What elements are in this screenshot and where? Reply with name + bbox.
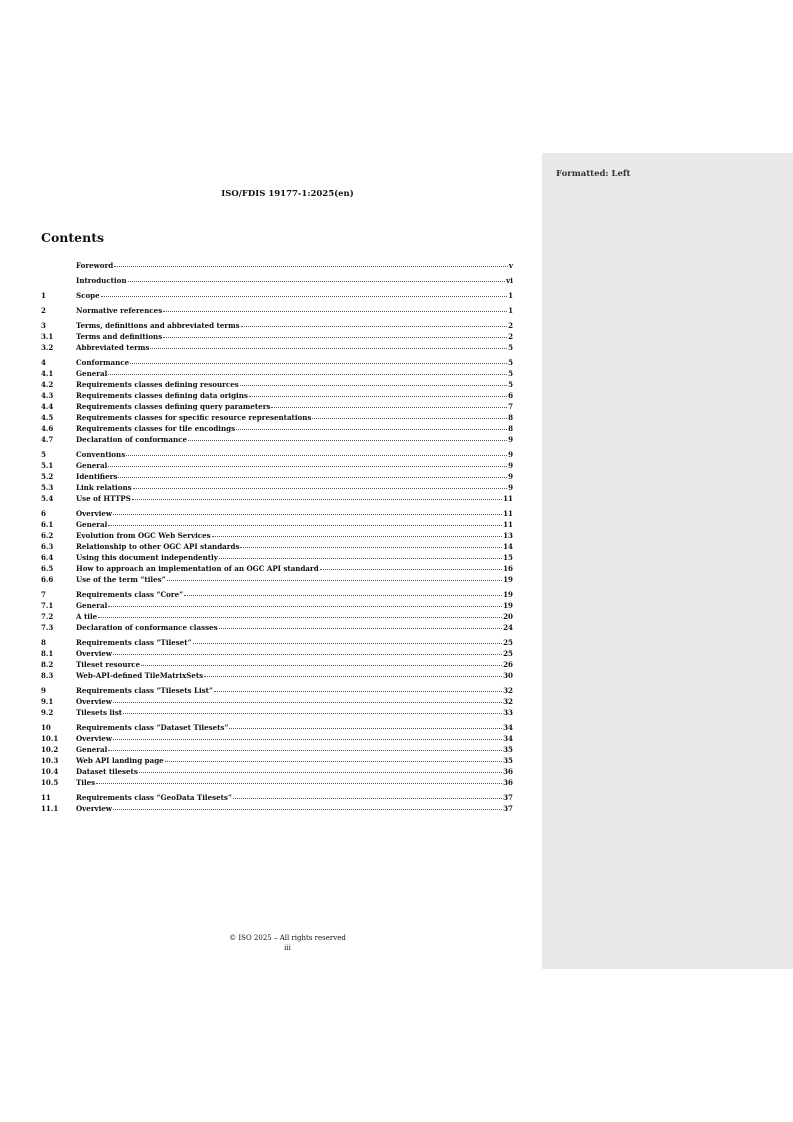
toc-leader-dots (96, 776, 502, 784)
toc-leader-dots (108, 518, 502, 526)
toc-entry-number: 10.5 (41, 778, 59, 787)
toc-entry-number: 5 (41, 450, 46, 459)
toc-entry-number: 8 (41, 638, 46, 647)
toc-entry-page: 9 (508, 483, 513, 492)
toc-entry-number: 3 (41, 321, 46, 330)
toc-leader-dots (204, 669, 502, 677)
toc-entry-number: 5.4 (41, 494, 54, 503)
toc-leader-dots (240, 540, 502, 548)
toc-group (41, 305, 513, 316)
toc-entry-number: 11.1 (41, 804, 59, 813)
toc-leader-dots (312, 411, 507, 419)
toc-entry-page: 2 (508, 332, 513, 341)
toc-leader-dots (113, 695, 502, 703)
toc-entry-title: Scope (76, 291, 100, 300)
toc-entry-title: Terms and definitions (76, 332, 163, 341)
toc-entry-title: Identifiers (76, 472, 118, 481)
toc-entry-title: Web API landing page (76, 756, 164, 765)
toc-entry-page: 24 (503, 623, 513, 632)
toc-entry-page: 35 (503, 745, 513, 754)
toc-entry-title: Relationship to other OGC API standards (76, 542, 240, 551)
toc-leader-dots (128, 274, 506, 282)
toc-entry-number: 4.3 (41, 391, 54, 400)
toc-entry-number: 8.2 (41, 660, 54, 669)
toc-entry-title: Normative references (76, 306, 163, 315)
toc-entry-number: 4.2 (41, 380, 54, 389)
toc-entry-page: 20 (503, 612, 513, 621)
toc-entry-page: 1 (508, 291, 513, 300)
toc-leader-dots (165, 754, 502, 762)
comment-pane (542, 153, 793, 969)
toc-entry-title: Tiles (76, 778, 96, 787)
toc-entry-title: Requirements class “Dataset Tilesets” (76, 723, 229, 732)
toc-leader-dots (212, 529, 502, 537)
toc-leader-dots (139, 765, 502, 773)
toc-leader-dots (233, 791, 502, 799)
toc-leader-dots (236, 422, 507, 430)
table-of-contents (41, 260, 513, 818)
toc-entry-title: Requirements class “Tileset” (76, 638, 192, 647)
toc-entry-title: Requirements class “Tilesets List” (76, 686, 213, 695)
toc-entry-number: 6.4 (41, 553, 54, 562)
contents-heading: Contents (41, 230, 105, 245)
toc-entry-title: Overview (76, 734, 112, 743)
comment-label: Formatted: Left (556, 169, 631, 179)
toc-leader-dots (113, 647, 502, 655)
toc-entry-title: Link relations (76, 483, 132, 492)
toc-group (41, 722, 513, 788)
toc-entry-number: 4.4 (41, 402, 54, 411)
toc-entry-title: A tile (76, 612, 98, 621)
toc-entry-number: 1 (41, 291, 46, 300)
toc-entry[interactable] (41, 777, 513, 788)
toc-entry-page: 15 (503, 553, 513, 562)
toc-entry-page: vi (506, 276, 513, 285)
toc-entry-number: 7.1 (41, 601, 54, 610)
toc-entry-number: 6.1 (41, 520, 54, 529)
toc-entry-number: 6 (41, 509, 46, 518)
toc-entry[interactable] (41, 622, 513, 633)
toc-entry-number: 6.6 (41, 575, 54, 584)
toc-entry[interactable] (41, 493, 513, 504)
toc-entry-number: 10.3 (41, 756, 59, 765)
toc-entry-page: 7 (508, 402, 513, 411)
toc-entry-number: 6.5 (41, 564, 54, 573)
toc-entry-page: 9 (508, 435, 513, 444)
toc-entry-number: 5.2 (41, 472, 54, 481)
toc-entry-number: 4 (41, 358, 46, 367)
toc-entry-page: 5 (508, 380, 513, 389)
toc-leader-dots (219, 551, 502, 559)
toc-leader-dots (108, 367, 507, 375)
document-header-id: ISO/FDIS 19177-1:2025(en) (221, 189, 354, 199)
toc-entry-page: 25 (503, 638, 513, 647)
toc-entry-page: 19 (503, 590, 513, 599)
page-number: iii (284, 944, 291, 952)
toc-leader-dots (249, 389, 507, 397)
toc-leader-dots (108, 599, 502, 607)
toc-leader-dots (133, 481, 507, 489)
toc-entry-page: 36 (503, 767, 513, 776)
toc-entry-title: Terms, definitions and abbreviated terms (76, 321, 240, 330)
toc-entry[interactable] (41, 275, 513, 286)
toc-entry-title: Evolution from OGC Web Services (76, 531, 211, 540)
toc-entry-title: General (76, 520, 108, 529)
toc-group (41, 290, 513, 301)
toc-entry-title: Requirements class “GeoData Tilesets” (76, 793, 232, 802)
toc-entry-page: 6 (508, 391, 513, 400)
toc-entry-page: 37 (503, 804, 513, 813)
toc-group (41, 637, 513, 681)
toc-leader-dots (229, 721, 502, 729)
toc-entry-title: General (76, 369, 108, 378)
toc-entry-title: Using this document independently (76, 553, 218, 562)
toc-entry-title: Overview (76, 649, 112, 658)
toc-leader-dots (219, 621, 503, 629)
toc-entry-number: 2 (41, 306, 46, 315)
toc-entry-title: Requirements classes defining data origins (76, 391, 248, 400)
toc-entry-title: Use of the term “tiles” (76, 575, 166, 584)
toc-leader-dots (320, 562, 502, 570)
toc-entry-title: Requirements classes defining resources (76, 380, 239, 389)
toc-entry-page: 11 (503, 494, 513, 503)
toc-entry-title: Overview (76, 804, 112, 813)
toc-entry-number: 5.3 (41, 483, 54, 492)
toc-leader-dots (98, 610, 502, 618)
toc-entry-page: 5 (508, 369, 513, 378)
toc-entry-title: Conformance (76, 358, 130, 367)
toc-leader-dots (113, 802, 502, 810)
toc-group (41, 320, 513, 353)
toc-group (41, 508, 513, 585)
toc-leader-dots (101, 289, 507, 297)
toc-leader-dots (126, 448, 507, 456)
toc-group (41, 275, 513, 286)
toc-group (41, 685, 513, 718)
toc-group (41, 589, 513, 633)
toc-entry-title: Requirements classes for specific resource representations (76, 413, 312, 422)
toc-entry-title: Web-API-defined TileMatrixSets (76, 671, 204, 680)
toc-entry-page: 9 (508, 472, 513, 481)
toc-entry-page: 35 (503, 756, 513, 765)
toc-entry-title: Overview (76, 697, 112, 706)
toc-entry-number: 10.1 (41, 734, 59, 743)
toc-entry-title: Conventions (76, 450, 126, 459)
toc-entry-number: 4.7 (41, 435, 54, 444)
toc-entry[interactable] (41, 670, 513, 681)
toc-entry-page: 5 (508, 343, 513, 352)
toc-entry-number: 6.2 (41, 531, 54, 540)
toc-entry-page: 19 (503, 601, 513, 610)
toc-leader-dots (114, 259, 508, 267)
toc-entry-number: 10 (41, 723, 51, 732)
toc-entry-page: 34 (503, 734, 513, 743)
toc-entry-title: Abbreviated terms (76, 343, 150, 352)
toc-entry-title: Requirements classes defining query parameters (76, 402, 271, 411)
copyright-notice: © ISO 2025 – All rights reserved (229, 934, 346, 942)
toc-entry-page: 11 (503, 509, 513, 518)
toc-entry-title: Declaration of conformance (76, 435, 188, 444)
toc-group (41, 357, 513, 445)
toc-entry-number: 9 (41, 686, 46, 695)
toc-entry-title: General (76, 461, 108, 470)
toc-entry-title: Foreword (76, 261, 114, 270)
toc-entry-title: Tilesets list (76, 708, 123, 717)
toc-entry[interactable] (41, 260, 513, 271)
toc-entry-page: 11 (503, 520, 513, 529)
toc-entry-page: 37 (503, 793, 513, 802)
toc-entry-page: 33 (503, 708, 513, 717)
toc-entry-number: 5.1 (41, 461, 54, 470)
toc-leader-dots (163, 304, 507, 312)
toc-entry[interactable] (41, 305, 513, 316)
toc-entry-page: 16 (503, 564, 513, 573)
toc-leader-dots (163, 330, 507, 338)
toc-entry-page: v (508, 261, 513, 270)
toc-leader-dots (150, 341, 507, 349)
toc-leader-dots (108, 743, 502, 751)
toc-group (41, 449, 513, 504)
toc-leader-dots (123, 706, 502, 714)
toc-entry-page: 25 (503, 649, 513, 658)
toc-leader-dots (188, 433, 507, 441)
toc-entry-title: General (76, 601, 108, 610)
toc-entry-page: 9 (508, 450, 513, 459)
toc-entry-title: Requirements classes for tile encodings (76, 424, 236, 433)
toc-entry-title: Requirements class “Core” (76, 590, 184, 599)
toc-entry-title: Use of HTTPS (76, 494, 131, 503)
toc-entry-number: 3.1 (41, 332, 54, 341)
toc-leader-dots (108, 459, 507, 467)
toc-entry-page: 8 (508, 424, 513, 433)
toc-entry-number: 7.2 (41, 612, 54, 621)
toc-group (41, 260, 513, 271)
toc-entry-title: Declaration of conformance classes (76, 623, 218, 632)
toc-entry-page: 26 (503, 660, 513, 669)
toc-entry-page: 19 (503, 575, 513, 584)
toc-entry-title: General (76, 745, 108, 754)
toc-entry-number: 4.5 (41, 413, 54, 422)
toc-entry-number: 8.1 (41, 649, 54, 658)
toc-leader-dots (113, 732, 502, 740)
toc-entry-number: 4.6 (41, 424, 54, 433)
toc-entry-number: 9.1 (41, 697, 54, 706)
toc-entry-page: 32 (503, 686, 513, 695)
toc-entry-page: 30 (503, 671, 513, 680)
toc-entry-page: 8 (508, 413, 513, 422)
toc-entry[interactable] (41, 290, 513, 301)
toc-entry-number: 4.1 (41, 369, 54, 378)
toc-entry-page: 13 (503, 531, 513, 540)
toc-entry[interactable] (41, 803, 513, 814)
toc-entry-title: How to approach an implementation of an OGC API standard (76, 564, 319, 573)
toc-entry-number: 3.2 (41, 343, 54, 352)
toc-entry-page: 5 (508, 358, 513, 367)
toc-entry-title: Overview (76, 509, 112, 518)
toc-entry[interactable] (41, 574, 513, 585)
toc-entry-number: 7.3 (41, 623, 54, 632)
toc-entry-title: Introduction (76, 276, 127, 285)
toc-entry[interactable] (41, 342, 513, 353)
toc-leader-dots (241, 319, 507, 327)
toc-leader-dots (271, 400, 507, 408)
toc-entry-number: 9.2 (41, 708, 54, 717)
page-footer (0, 933, 575, 953)
toc-entry-page: 36 (503, 778, 513, 787)
toc-group (41, 792, 513, 814)
toc-entry-title: Tileset resource (76, 660, 141, 669)
toc-entry-page: 14 (503, 542, 513, 551)
toc-leader-dots (240, 378, 507, 386)
toc-leader-dots (167, 573, 502, 581)
toc-entry-number: 10.2 (41, 745, 59, 754)
toc-entry-page: 34 (503, 723, 513, 732)
toc-leader-dots (214, 684, 502, 692)
toc-leader-dots (130, 356, 507, 364)
toc-entry-page: 1 (508, 306, 513, 315)
toc-entry-page: 32 (503, 697, 513, 706)
toc-entry-page: 2 (508, 321, 513, 330)
toc-leader-dots (141, 658, 502, 666)
toc-entry-number: 11 (41, 793, 51, 802)
toc-entry-page: 9 (508, 461, 513, 470)
toc-leader-dots (193, 636, 503, 644)
toc-leader-dots (113, 507, 502, 515)
toc-entry[interactable] (41, 707, 513, 718)
toc-leader-dots (132, 492, 502, 500)
toc-leader-dots (184, 588, 502, 596)
toc-entry-number: 8.3 (41, 671, 54, 680)
toc-leader-dots (118, 470, 507, 478)
toc-entry-number: 6.3 (41, 542, 54, 551)
toc-entry-number: 7 (41, 590, 46, 599)
toc-entry-title: Dataset tilesets (76, 767, 138, 776)
toc-entry-number: 10.4 (41, 767, 59, 776)
toc-entry[interactable] (41, 434, 513, 445)
